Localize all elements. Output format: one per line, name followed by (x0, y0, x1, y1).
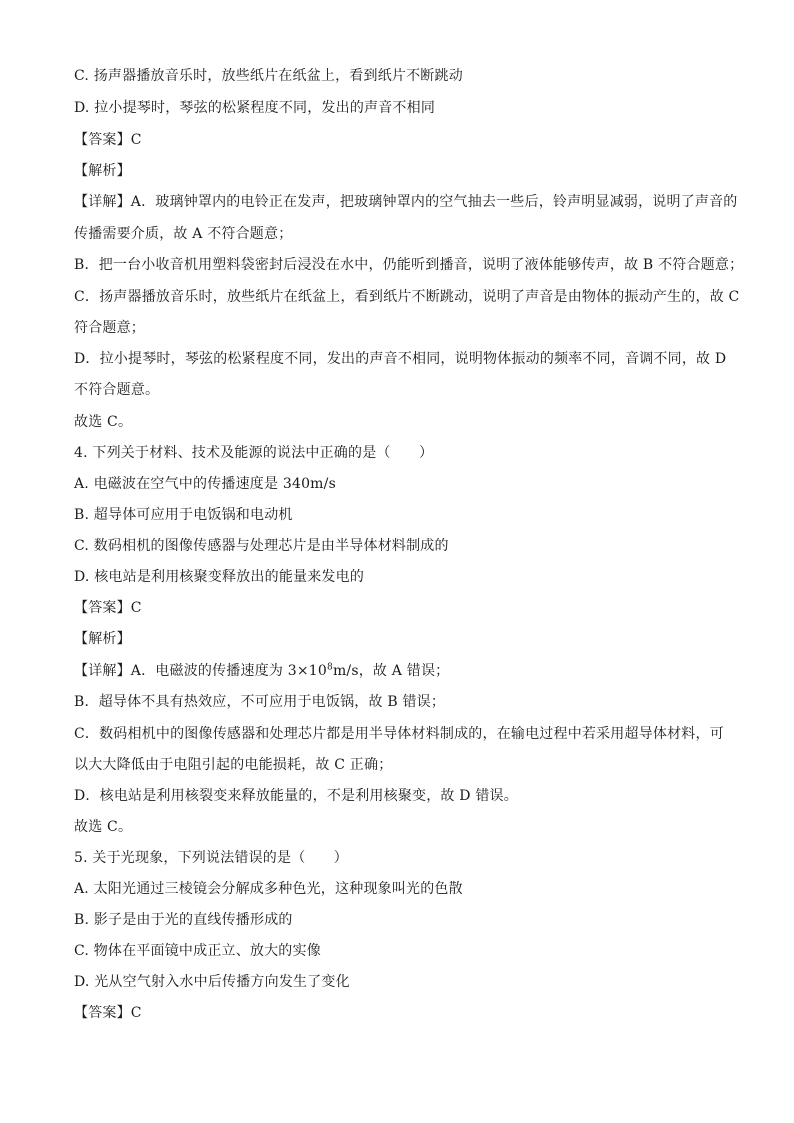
q3-detail-line: B．把一台小收音机用塑料袋密封后浸没在水中，仍能听到播音，说明了液体能够传声，故 B 不符合题意； (74, 257, 744, 273)
q4-detail-a-unit: m/s，故 A 错误； (332, 663, 450, 679)
q4-conclusion: 故选 C。 (74, 819, 133, 835)
q5-answer: 【答案】C (74, 1005, 142, 1021)
q4-stem: 4. 下列关于材料、技术及能源的说法中正确的是（ ） (74, 445, 434, 461)
q4-detail-line: D．核电站是利用核裂变来释放能量的，不是利用核聚变，故 D 错误。 (74, 788, 518, 804)
q4-detail-a-text: 【详解】A．电磁波的传播速度为 3×10 (74, 663, 328, 679)
q4-option-a: A. 电磁波在空气中的传播速度是 340m/s (74, 476, 336, 492)
q4-detail-a (74, 662, 734, 680)
q3-detail-line: 符合题意； (74, 320, 145, 336)
q3-detail-line: C．扬声器播放音乐时，放些纸片在纸盆上，看到纸片不断跳动，说明了声音是由物体的振动产生的，故 C (74, 289, 740, 305)
q5-option-a: A. 太阳光通过三棱镜会分解成多种色光，这种现象叫光的色散 (74, 881, 463, 897)
q5-option-c: C. 物体在平面镜中成正立、放大的实像 (74, 943, 321, 959)
q4-detail-a-exponent: 8 (327, 662, 333, 673)
q3-conclusion: 故选 C。 (74, 414, 133, 430)
q4-answer: 【答案】C (74, 600, 142, 616)
q4-detail-line: 以大大降低由于电阻引起的电能损耗，故 C 正确； (74, 757, 393, 773)
q4-detail-line: B．超导体不具有热效应，不可应用于电饭锅，故 B 错误； (74, 694, 446, 710)
q5-stem: 5. 关于光现象，下列说法错误的是（ ） (74, 850, 349, 866)
q4-analysis-label: 【解析】 (74, 631, 131, 647)
q4-detail-line: C．数码相机中的图像传感器和处理芯片都是用半导体材料制成的，在输电过程中若采用超导体材料，可 (74, 726, 724, 742)
q3-option-c: C. 扬声器播放音乐时，放些纸片在纸盆上，看到纸片不断跳动 (74, 68, 463, 84)
q3-detail-line: D．拉小提琴时，琴弦的松紧程度不同，发出的声音不相同，说明物体振动的频率不同，音调不同，故 D (74, 351, 727, 367)
q3-option-d: D. 拉小提琴时，琴弦的松紧程度不同，发出的声音不相同 (74, 100, 436, 116)
q5-option-d: D. 光从空气射入水中后传播方向发生了变化 (74, 974, 350, 990)
q4-option-d: D. 核电站是利用核聚变释放出的能量来发电的 (74, 569, 365, 585)
q5-option-b: B. 影子是由于光的直线传播形成的 (74, 912, 293, 928)
q3-detail-line: 【详解】A．玻璃钟罩内的电铃正在发声，把玻璃钟罩内的空气抽去一些后，铃声明显减弱，说明了声音的 (74, 194, 738, 210)
q4-option-b: B. 超导体可应用于电饭锅和电动机 (74, 507, 293, 523)
q3-answer: 【答案】C (74, 132, 142, 148)
q4-option-c: C. 数码相机的图像传感器与处理芯片是由半导体材料制成的 (74, 538, 449, 554)
q3-detail-line: 传播需要介质，故 A 不符合题意； (74, 226, 293, 242)
q3-analysis-label: 【解析】 (74, 163, 131, 179)
q3-detail-line: 不符合题意。 (74, 382, 160, 398)
